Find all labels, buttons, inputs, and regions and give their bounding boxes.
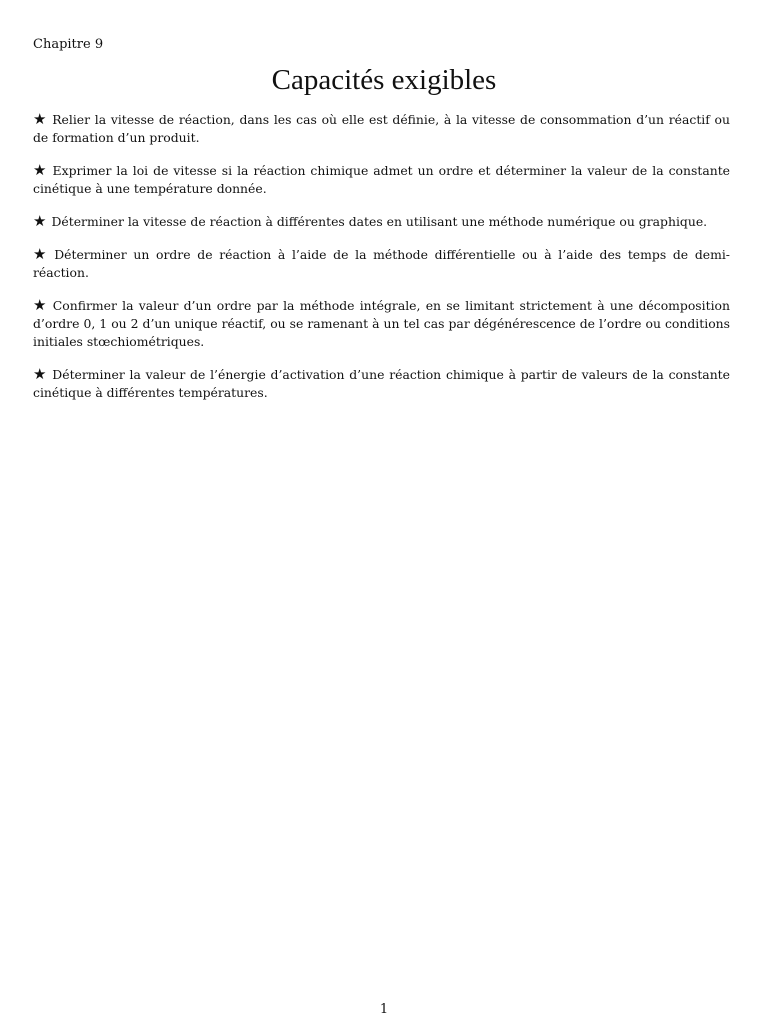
star-icon: ★ xyxy=(33,245,50,263)
list-item xyxy=(33,110,730,147)
star-icon: ★ xyxy=(33,212,47,230)
page-title: Capacités exigibles xyxy=(271,64,497,96)
list-item-text: Exprimer la loi de vitesse si la réaction chimique admet un ordre et déterminer la valeur de la constante cinétique à une température donnée. xyxy=(33,163,731,196)
list-item-text: Déterminer un ordre de réaction à l’aide de la méthode différentielle ou à l’aide des temps de demi-réaction. xyxy=(33,247,730,280)
star-icon: ★ xyxy=(33,296,48,314)
list-item-text: Déterminer la valeur de l’énergie d’activation d’une réaction chimique à partir de valeurs de la constante cinétique à différentes températures. xyxy=(33,367,730,400)
page-number: 1 xyxy=(379,1002,389,1017)
star-icon: ★ xyxy=(33,365,48,383)
star-icon: ★ xyxy=(33,110,48,128)
list-item-text: Relier la vitesse de réaction, dans les cas où elle est définie, à la vitesse de consommation d’un réactif ou de formation d’un produit. xyxy=(33,112,730,145)
list-item xyxy=(33,212,730,231)
list-item-text: Confirmer la valeur d’un ordre par la méthode intégrale, en se limitant strictement à une décomposition d’ordre 0, 1 ou 2 d’un unique réactif, ou se ramenant à un tel cas par dégénérescence de l’ordre ou conditions initiales stœchiométriques. xyxy=(33,298,730,349)
list-item xyxy=(33,365,730,402)
chapter-label: Chapitre 9 xyxy=(33,37,104,52)
capacities-list xyxy=(33,110,730,416)
star-icon: ★ xyxy=(33,161,48,179)
list-item xyxy=(33,245,730,282)
list-item xyxy=(33,296,730,351)
list-item-text: Déterminer la vitesse de réaction à différentes dates en utilisant une méthode numérique ou graphique. xyxy=(51,214,708,229)
list-item xyxy=(33,161,730,198)
